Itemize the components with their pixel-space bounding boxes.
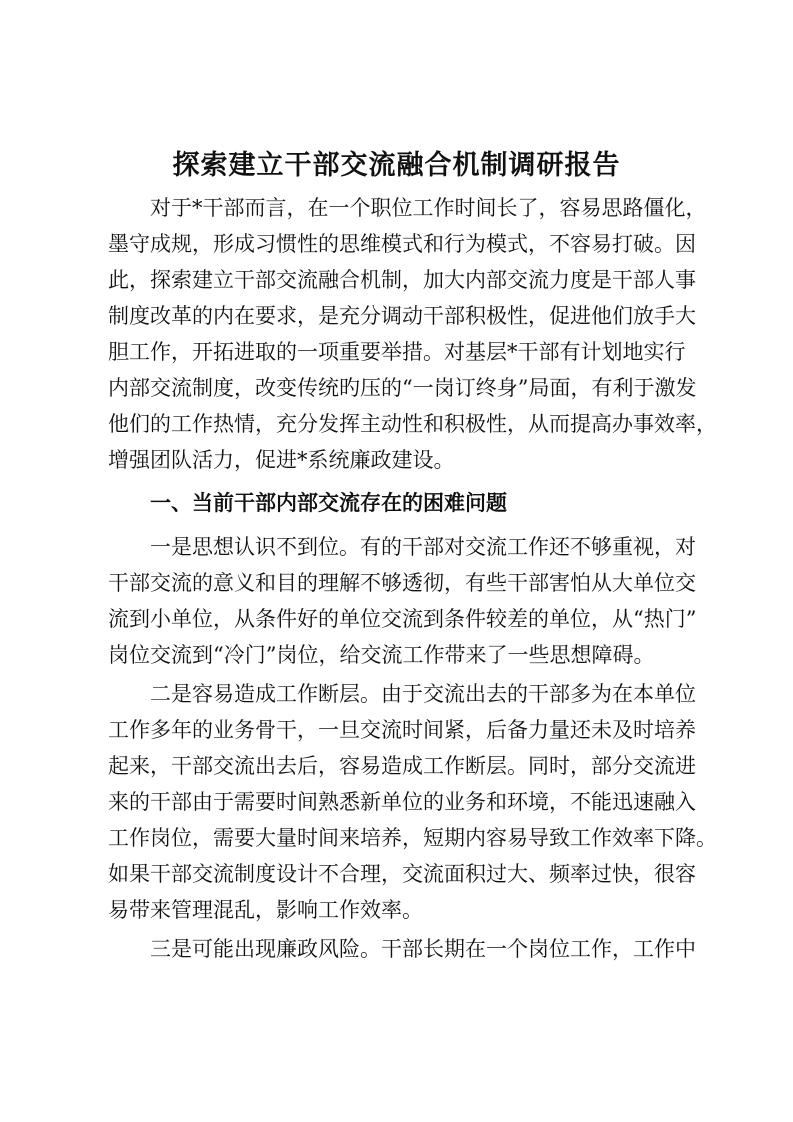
intro-line: 此，探索建立干部交流融合机制，加大内部交流力度是干部人事 <box>108 268 696 292</box>
paragraph-line: 干部交流的意义和目的理解不够透彻，有些干部害怕从大单位交 <box>108 571 696 595</box>
paragraph-line: 岗位交流到“冷门”岗位，给交流工作带来了一些思想障碍。 <box>108 643 655 667</box>
paragraph-line: 工作岗位，需要大量时间来培养，短期内容易导致工作效率下降。 <box>108 826 717 850</box>
intro-line: 墨守成规，形成习惯性的思维模式和行为模式，不容易打破。因 <box>108 232 696 256</box>
paragraph-line: 流到小单位，从条件好的单位交流到条件较差的单位，从“热门” <box>108 607 697 631</box>
paragraph-line: 起来，干部交流出去后，容易造成工作断层。同时，部分交流进 <box>108 754 696 778</box>
intro-line: 对于*干部而言，在一个职位工作时间长了，容易思路僵化， <box>150 196 707 220</box>
paragraph-line: 一是思想认识不到位。有的干部对交流工作还不够重视，对 <box>150 535 696 559</box>
intro-line: 他们的工作热情，充分发挥主动性和积极性，从而提高办事效率， <box>108 412 717 436</box>
intro-line: 制度改革的内在要求，是充分调动干部积极性，促进他们放手大 <box>108 304 696 328</box>
intro-line: 增强团队活力，促进*系统廉政建设。 <box>108 448 455 472</box>
paragraph-line: 来的干部由于需要时间熟悉新单位的业务和环境，不能迅速融入 <box>108 790 696 814</box>
intro-line: 内部交流制度，改变传统旳压的“一岗订终身”局面，有利于激发 <box>108 376 697 400</box>
paragraph-line: 如果干部交流制度设计不合理，交流面积过大、频率过快，很容 <box>108 862 696 886</box>
paragraph-line: 三是可能出现廉政风险。干部长期在一个岗位工作，工作中 <box>150 937 696 961</box>
paragraph-line: 工作多年的业务骨干，一旦交流时间紧，后备力量还未及时培养 <box>108 718 696 742</box>
paragraph-line: 易带来管理混乱，影响工作效率。 <box>108 898 423 922</box>
section-heading: 一、当前干部内部交流存在的困难问题 <box>150 491 507 515</box>
paragraph-line: 二是容易造成工作断层。由于交流出去的干部多为在本单位 <box>150 682 696 706</box>
document-title: 探索建立干部交流融合机制调研报告 <box>172 150 621 181</box>
intro-line: 胆工作，开拓进取的一项重要举措。对基层*干部有计划地实行 <box>108 340 686 364</box>
